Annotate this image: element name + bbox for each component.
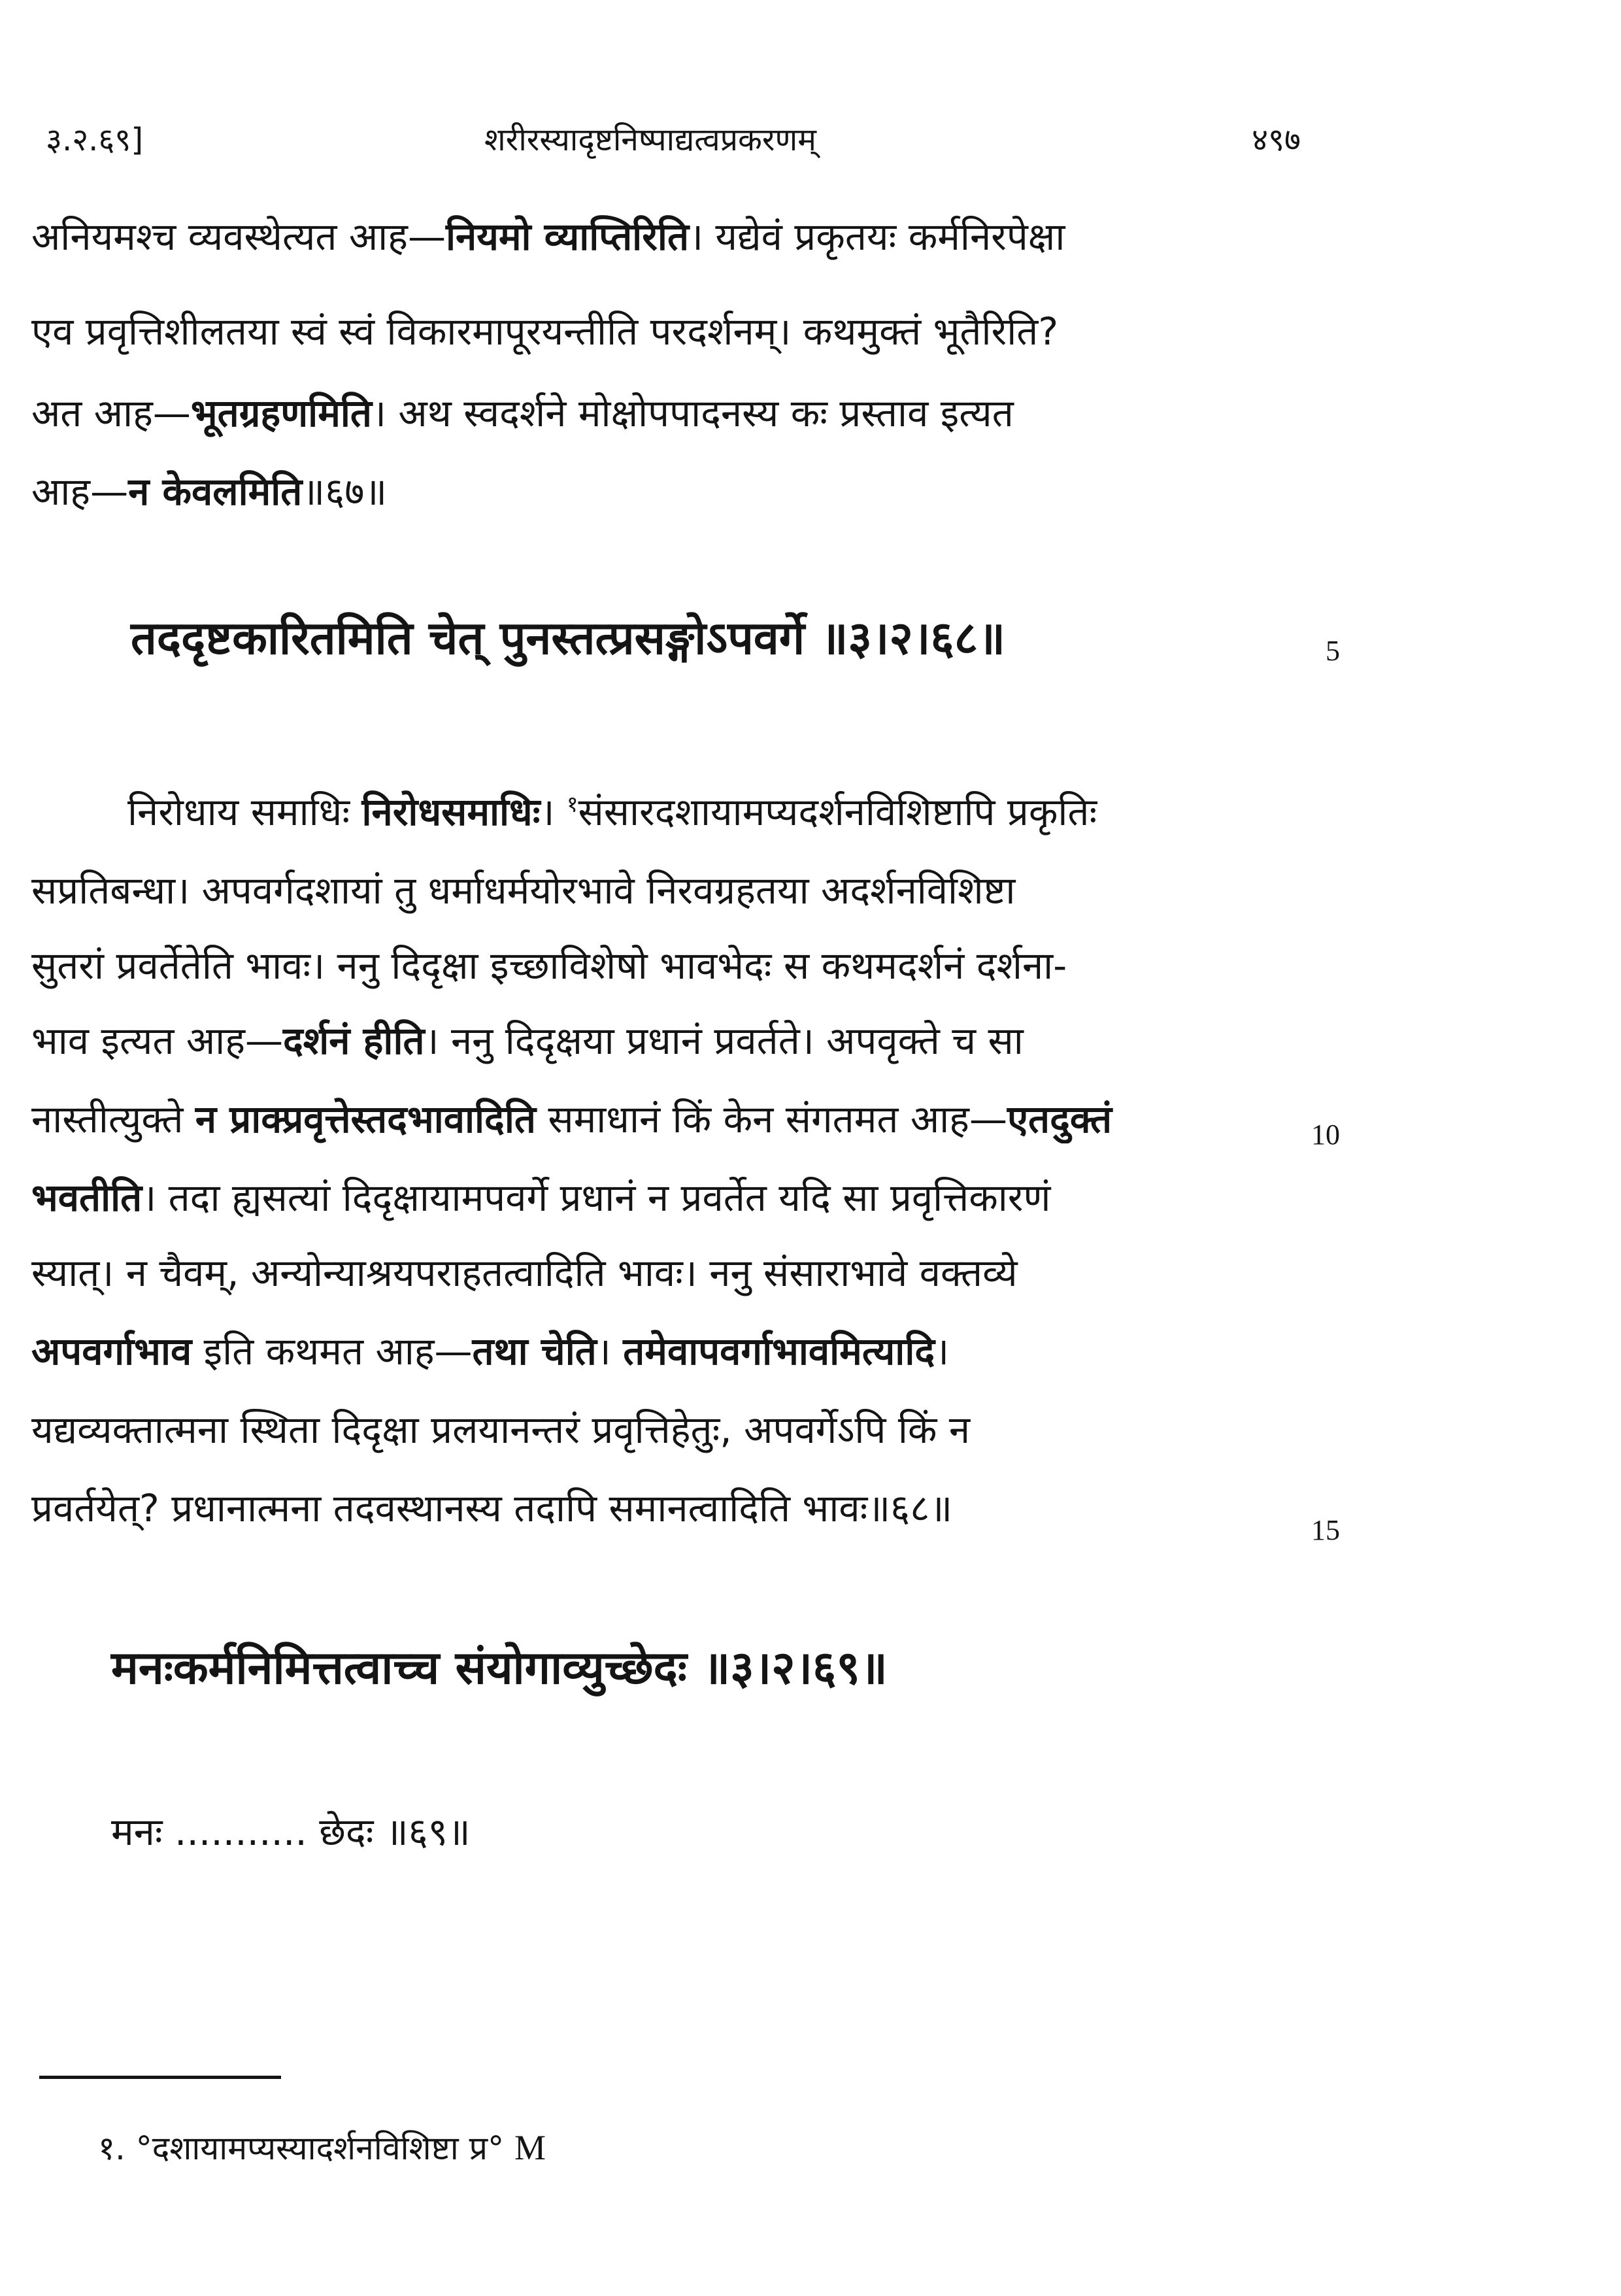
line-number: 15 bbox=[1311, 1514, 1340, 1546]
text-line bbox=[31, 938, 1273, 990]
text-line bbox=[31, 1092, 1273, 1143]
text-line bbox=[127, 785, 1278, 836]
sutra-heading: मनःकर्मनिमित्तत्वाच्च संयोगाव्युच्छेदः ॥३।२।६९॥ bbox=[111, 1641, 888, 1695]
text-segment: । bbox=[540, 790, 567, 834]
text-segment: अनियमश्च व्यवस्थेत्यत आह— bbox=[31, 214, 446, 259]
text-line bbox=[31, 1324, 1273, 1376]
footnote-marker: १ bbox=[566, 791, 578, 818]
line-number: 5 bbox=[1326, 635, 1340, 667]
line-number: 10 bbox=[1311, 1119, 1340, 1151]
text-line bbox=[31, 1245, 1273, 1297]
text-segment: आह— bbox=[31, 469, 129, 514]
text-segment: प्रवर्तयेत्? प्रधानात्मना तदवस्थानस्य तदापि समानत्वादिति भावः॥६८॥ bbox=[31, 1486, 953, 1530]
sutra-heading: तददृष्टकारितमिति चेत् पुनस्तत्प्रसङ्गोऽपवर्गे ॥३।२।६८॥ bbox=[131, 611, 1006, 665]
bold-term: तथा चेति bbox=[472, 1329, 597, 1374]
bold-term: नियमो व्याप्तिरिति bbox=[445, 214, 690, 259]
bold-term: न केवलमिति bbox=[128, 469, 303, 514]
footnote-text: १. °दशायामप्यस्यादर्शनविशिष्टा प्र° bbox=[98, 2129, 514, 2167]
text-segment: स्यात्। न चैवम्, अन्योन्याश्रयपराहतत्वादिति भावः। ननु संसाराभावे वक्तव्ये bbox=[31, 1251, 1018, 1295]
text-segment: इति कथमत आह— bbox=[192, 1329, 473, 1374]
text-segment: एव प्रवृत्तिशीलतया स्वं स्वं विकारमापूरयन्तीति परदर्शनम्। कथमुक्तं भूतैरिति? bbox=[31, 309, 1059, 354]
footnote-siglum: M bbox=[514, 2128, 546, 2167]
text-line bbox=[31, 1170, 1273, 1222]
text-line bbox=[31, 304, 1273, 356]
text-segment: । अथ स्वदर्शने मोक्षोपपादनस्य कः प्रस्ताव इत्यत bbox=[371, 391, 1014, 435]
page-section-ref: ३.२.६९] bbox=[46, 122, 144, 158]
text-segment: समाधानं किं केन संगतमत आह— bbox=[535, 1097, 1007, 1141]
page-number: ४९७ bbox=[1252, 122, 1301, 158]
bold-term: भवतीति bbox=[31, 1175, 142, 1220]
bold-term: न प्राक्प्रवृत्तेस्तदभावादिति bbox=[195, 1097, 536, 1141]
text-line bbox=[31, 209, 1273, 261]
bold-term: अपवर्गाभाव bbox=[31, 1329, 192, 1374]
text-segment: । यद्येवं प्रकृतयः कर्मनिरपेक्षा bbox=[689, 214, 1065, 259]
text-segment: यद्यव्यक्तात्मना स्थिता दिदृक्षा प्रलयानन्तरं प्रवृत्तिहेतुः, अपवर्गेऽपि किं न bbox=[31, 1408, 971, 1452]
running-title: शरीरस्यादृष्टनिष्पाद्यत्वप्रकरणम् bbox=[484, 122, 816, 158]
text-segment: निरोधाय समाधिः bbox=[127, 790, 362, 834]
text-segment: सप्रतिबन्धा। अपवर्गदशायां तु धर्माधर्मयोरभावे निरवग्रहतया अदर्शनविशिष्टा bbox=[31, 868, 1016, 913]
text-segment: । bbox=[935, 1329, 950, 1374]
text-line bbox=[31, 464, 1273, 516]
text-line bbox=[31, 863, 1273, 915]
text-segment: । ननु दिदृक्षया प्रधानं प्रवर्तते। अपवृक्ते च सा bbox=[424, 1019, 1024, 1063]
bold-term: एतदुक्तं bbox=[1007, 1097, 1112, 1141]
bold-term: भूतग्रहणमिति bbox=[190, 391, 372, 435]
text-line bbox=[31, 1481, 1273, 1532]
text-line bbox=[31, 1013, 1273, 1065]
text-line: मनः ........... छेदः ॥६९॥ bbox=[111, 1810, 471, 1854]
bold-term: निरोधसमाधिः bbox=[361, 790, 541, 834]
bold-term: तमेवापवर्गाभावमित्यादि bbox=[623, 1329, 935, 1374]
text-line bbox=[31, 386, 1273, 437]
text-segment: भाव इत्यत आह— bbox=[31, 1019, 283, 1063]
footnote-divider bbox=[39, 2076, 281, 2079]
text-segment: ॥६७॥ bbox=[302, 469, 388, 514]
text-segment: । तदा ह्यसत्यां दिदृक्षायामपवर्गे प्रधानं न प्रवर्तेत यदि सा प्रवृत्तिकारणं bbox=[142, 1175, 1051, 1220]
text-line bbox=[31, 1402, 1273, 1454]
bold-term: दर्शनं हीति bbox=[283, 1019, 425, 1063]
text-segment: सुतरां प्रवर्तेतेति भावः। ननु दिदृक्षा इच्छाविशेषो भावभेदः स कथमदर्शनं दर्शना- bbox=[31, 943, 1067, 988]
text-segment: अत आह— bbox=[31, 391, 191, 435]
text-segment: संसारदशायामप्यदर्शनविशिष्टापि प्रकृतिः bbox=[578, 790, 1097, 834]
text-segment: । bbox=[596, 1329, 624, 1374]
text-segment: नास्तीत्युक्ते bbox=[31, 1097, 195, 1141]
footnote bbox=[98, 2125, 546, 2169]
